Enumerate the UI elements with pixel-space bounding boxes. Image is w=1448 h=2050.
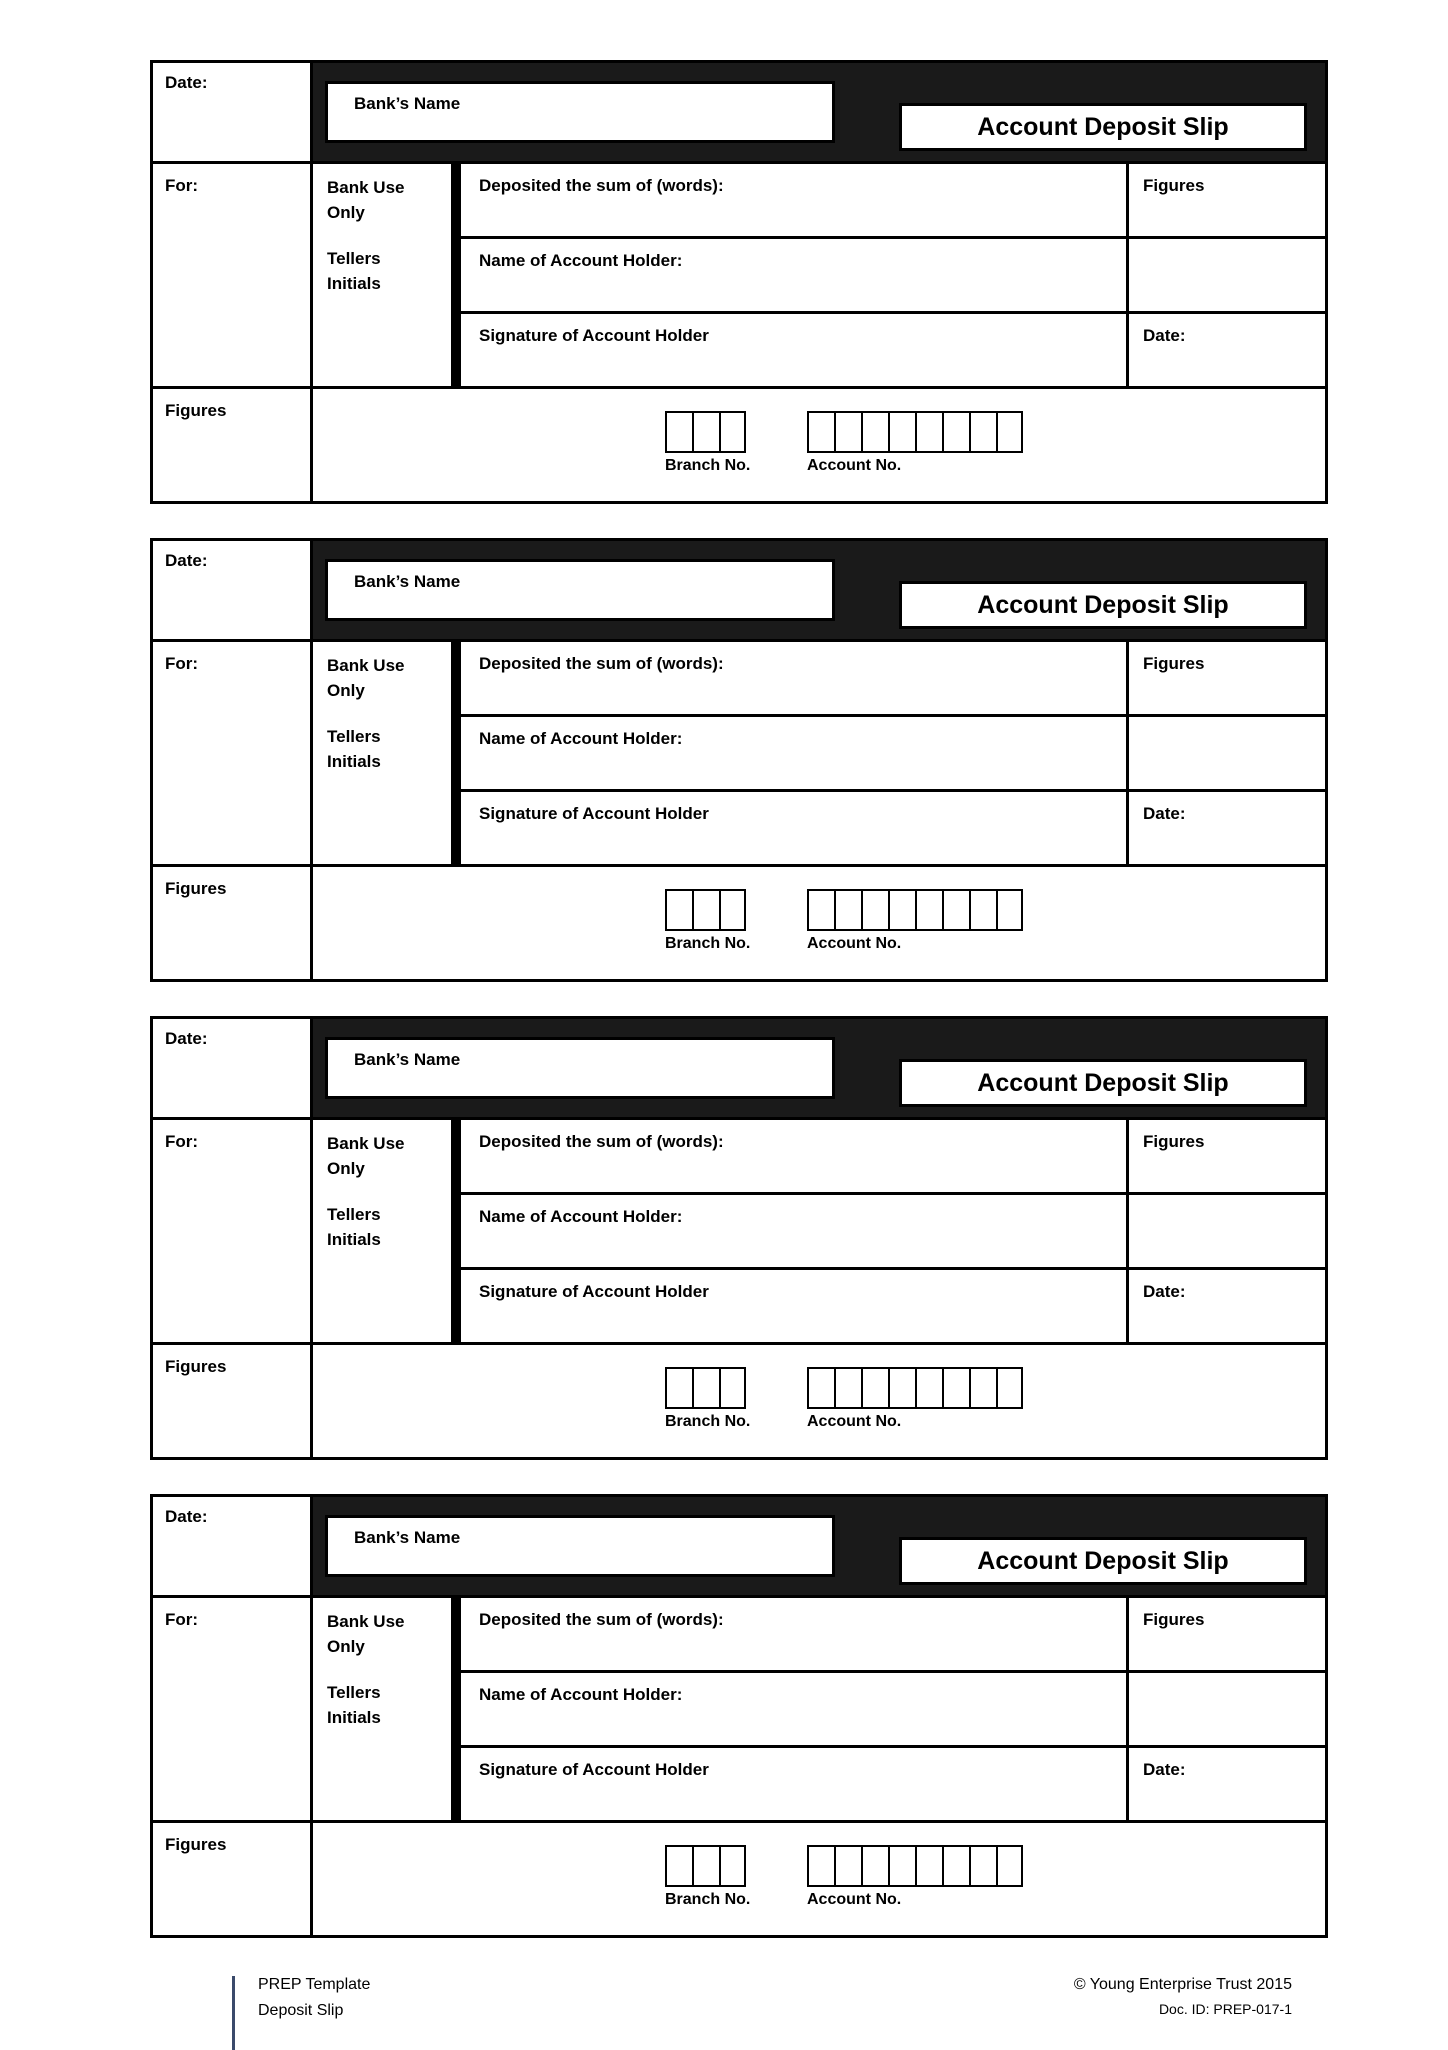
row-signature: [461, 1270, 1325, 1342]
figures-label[interactable]: Figures: [1143, 1132, 1205, 1151]
branch-digit-box[interactable]: [665, 1845, 692, 1887]
footer-figures-label: Figures: [153, 867, 313, 979]
bank-use-line-2: Only: [327, 1636, 365, 1656]
branch-digit-box[interactable]: [692, 889, 719, 931]
slip-body: [153, 1117, 1325, 1342]
tellers-line-1: Tellers: [327, 1205, 381, 1225]
deposit-slip: [150, 538, 1328, 982]
tellers-line-2: Initials: [327, 1229, 381, 1249]
slip-rows: [461, 1598, 1325, 1820]
account-number-boxes[interactable]: [807, 411, 1023, 453]
account-number-caption: Account No.: [807, 935, 902, 952]
deposited-sum-label[interactable]: Deposited the sum of (words):: [461, 642, 1129, 714]
account-digit-box[interactable]: [861, 1367, 888, 1409]
date-label: Date:: [153, 541, 313, 639]
branch-number-boxes[interactable]: [665, 1845, 750, 1887]
figures-value-field[interactable]: [1129, 717, 1325, 789]
branch-number-caption: Branch No.: [665, 1413, 751, 1430]
number-boxes-area: [313, 389, 1325, 501]
account-digit-box[interactable]: [888, 889, 915, 931]
branch-digit-box[interactable]: [665, 411, 692, 453]
slip-header: [153, 1497, 1325, 1595]
account-digit-box[interactable]: [888, 411, 915, 453]
page-footer: [150, 1972, 1328, 2023]
for-label: For:: [153, 1120, 313, 1342]
slip-header: [153, 1019, 1325, 1117]
date-label: Date:: [153, 63, 313, 161]
footer-figures-label: Figures: [153, 389, 313, 501]
account-digit-box[interactable]: [807, 411, 834, 453]
branch-digit-box[interactable]: [692, 1367, 719, 1409]
header-middle: [313, 541, 1325, 639]
account-holder-label[interactable]: Name of Account Holder:: [461, 239, 1129, 311]
slip-rows: [461, 1120, 1325, 1342]
account-digit-box[interactable]: [942, 889, 969, 931]
account-number-caption: Account No.: [807, 1413, 902, 1430]
for-label: For:: [153, 1598, 313, 1820]
slip-title: Account Deposit Slip: [899, 1059, 1307, 1107]
bank-name-field[interactable]: Bank’s Name: [325, 1515, 835, 1577]
account-digit-box[interactable]: [915, 1367, 942, 1409]
bank-use-line-1: Bank Use: [327, 1134, 405, 1153]
bank-use-line-1: Bank Use: [327, 178, 405, 197]
signature-label[interactable]: Signature of Account Holder: [461, 314, 1129, 386]
account-digit-box[interactable]: [969, 1845, 996, 1887]
deposited-sum-label[interactable]: Deposited the sum of (words):: [461, 1598, 1129, 1670]
account-digit-box[interactable]: [888, 1367, 915, 1409]
bank-use-only-block: [313, 1598, 461, 1820]
account-digit-box[interactable]: [996, 411, 1023, 453]
figures-value-field[interactable]: [1129, 1195, 1325, 1267]
header-middle: [313, 1497, 1325, 1595]
account-digit-box[interactable]: [834, 889, 861, 931]
tellers-line-2: Initials: [327, 1707, 381, 1727]
row-deposited-sum: [461, 1120, 1325, 1195]
account-number-boxes[interactable]: [807, 1367, 1023, 1409]
account-digit-box[interactable]: [969, 411, 996, 453]
slip-rows: [461, 164, 1325, 386]
for-label: For:: [153, 164, 313, 386]
branch-digit-box[interactable]: [692, 1845, 719, 1887]
account-number-caption: Account No.: [807, 1891, 902, 1908]
branch-number-group: [665, 1367, 750, 1431]
slip-footer: [153, 864, 1325, 979]
account-number-caption: Account No.: [807, 457, 902, 474]
branch-number-boxes[interactable]: [665, 1367, 750, 1409]
account-digit-box[interactable]: [942, 1367, 969, 1409]
footer-template-name: PREP Template: [258, 1976, 371, 1993]
bank-use-line-2: Only: [327, 1158, 365, 1178]
branch-digit-box[interactable]: [692, 411, 719, 453]
branch-digit-box[interactable]: [719, 1845, 746, 1887]
footer-divider: [232, 1976, 235, 2050]
deposit-slip: [150, 1016, 1328, 1460]
footer-doc-id: Doc. ID: PREP-017-1: [1158, 2000, 1292, 2017]
footer-left-block: [258, 1972, 370, 2023]
slip-header: [153, 63, 1325, 161]
bank-use-line-1: Bank Use: [327, 656, 405, 675]
slip-rows: [461, 642, 1325, 864]
figures-label[interactable]: Figures: [1143, 176, 1205, 195]
figures-value-field[interactable]: [1129, 1673, 1325, 1745]
number-boxes-area: [313, 867, 1325, 979]
branch-digit-box[interactable]: [665, 889, 692, 931]
account-digit-box[interactable]: [834, 1367, 861, 1409]
account-digit-box[interactable]: [807, 1367, 834, 1409]
account-digit-box[interactable]: [996, 1845, 1023, 1887]
row-account-holder: [461, 1673, 1325, 1748]
account-holder-label[interactable]: Name of Account Holder:: [461, 717, 1129, 789]
row-account-holder: [461, 717, 1325, 792]
branch-number-boxes[interactable]: [665, 889, 750, 931]
branch-number-group: [665, 889, 750, 953]
bank-use-line-2: Only: [327, 680, 365, 700]
row-account-holder: [461, 1195, 1325, 1270]
row-deposited-sum: [461, 164, 1325, 239]
deposited-sum-label[interactable]: Deposited the sum of (words):: [461, 164, 1129, 236]
slip-footer: [153, 386, 1325, 501]
signature-label[interactable]: Signature of Account Holder: [461, 792, 1129, 864]
account-number-group: [807, 889, 1023, 953]
bank-name-field[interactable]: Bank’s Name: [325, 559, 835, 621]
bank-use-only-block: [313, 642, 461, 864]
deposit-slip: [150, 60, 1328, 504]
account-digit-box[interactable]: [996, 889, 1023, 931]
row-signature: [461, 1748, 1325, 1820]
account-number-group: [807, 411, 1023, 475]
tellers-line-2: Initials: [327, 751, 381, 771]
account-digit-box[interactable]: [996, 1367, 1023, 1409]
figures-value-field[interactable]: [1129, 239, 1325, 311]
row-signature: [461, 792, 1325, 864]
account-holder-label[interactable]: Name of Account Holder:: [461, 1673, 1129, 1745]
row-signature: [461, 314, 1325, 386]
account-digit-box[interactable]: [861, 889, 888, 931]
account-digit-box[interactable]: [915, 889, 942, 931]
deposited-sum-label[interactable]: Deposited the sum of (words):: [461, 1120, 1129, 1192]
slip-title: Account Deposit Slip: [899, 581, 1307, 629]
signature-label[interactable]: Signature of Account Holder: [461, 1748, 1129, 1820]
tellers-line-1: Tellers: [327, 1683, 381, 1703]
account-digit-box[interactable]: [969, 1367, 996, 1409]
slip-title: Account Deposit Slip: [899, 103, 1307, 151]
slip-body: [153, 1595, 1325, 1820]
date-label: Date:: [153, 1497, 313, 1595]
header-middle: [313, 63, 1325, 161]
figures-label[interactable]: Figures: [1143, 654, 1205, 673]
account-digit-box[interactable]: [807, 1845, 834, 1887]
footer-figures-label: Figures: [153, 1345, 313, 1457]
account-digit-box[interactable]: [834, 1845, 861, 1887]
slip-body: [153, 639, 1325, 864]
bank-use-only-block: [313, 1120, 461, 1342]
for-label: For:: [153, 642, 313, 864]
row-deposited-sum: [461, 642, 1325, 717]
header-middle: [313, 1019, 1325, 1117]
slip-footer: [153, 1342, 1325, 1457]
tellers-line-2: Initials: [327, 273, 381, 293]
branch-number-caption: Branch No.: [665, 935, 751, 952]
signature-label[interactable]: Signature of Account Holder: [461, 1270, 1129, 1342]
branch-number-group: [665, 1845, 750, 1909]
date-label: Date:: [153, 1019, 313, 1117]
figures-label[interactable]: Figures: [1143, 1610, 1205, 1629]
bank-use-line-1: Bank Use: [327, 1612, 405, 1631]
footer-right-block: [1074, 1972, 1292, 2020]
signature-date-label[interactable]: Date:: [1143, 1760, 1186, 1779]
footer-copyright: © Young Enterprise Trust 2015: [1073, 1976, 1292, 1993]
account-digit-box[interactable]: [969, 889, 996, 931]
account-number-boxes[interactable]: [807, 1845, 1023, 1887]
branch-number-group: [665, 411, 750, 475]
tellers-line-1: Tellers: [327, 249, 381, 269]
account-number-group: [807, 1845, 1023, 1909]
branch-digit-box[interactable]: [719, 889, 746, 931]
signature-date-label[interactable]: Date:: [1143, 1282, 1186, 1301]
account-number-boxes[interactable]: [807, 889, 1023, 931]
account-digit-box[interactable]: [807, 889, 834, 931]
signature-date-label[interactable]: Date:: [1143, 326, 1186, 345]
row-deposited-sum: [461, 1598, 1325, 1673]
account-digit-box[interactable]: [888, 1845, 915, 1887]
slip-header: [153, 541, 1325, 639]
bank-name-field[interactable]: Bank’s Name: [325, 1037, 835, 1099]
number-boxes-area: [313, 1345, 1325, 1457]
branch-digit-box[interactable]: [665, 1367, 692, 1409]
account-digit-box[interactable]: [915, 411, 942, 453]
account-digit-box[interactable]: [915, 1845, 942, 1887]
bank-use-line-2: Only: [327, 202, 365, 222]
footer-template-subtitle: Deposit Slip: [258, 2001, 344, 2019]
branch-digit-box[interactable]: [719, 411, 746, 453]
account-digit-box[interactable]: [861, 411, 888, 453]
account-number-group: [807, 1367, 1023, 1431]
tellers-line-1: Tellers: [327, 727, 381, 747]
branch-digit-box[interactable]: [719, 1367, 746, 1409]
bank-use-only-block: [313, 164, 461, 386]
slip-footer: [153, 1820, 1325, 1935]
branch-number-caption: Branch No.: [665, 457, 751, 474]
account-holder-label[interactable]: Name of Account Holder:: [461, 1195, 1129, 1267]
slip-body: [153, 161, 1325, 386]
account-digit-box[interactable]: [861, 1845, 888, 1887]
signature-date-label[interactable]: Date:: [1143, 804, 1186, 823]
branch-number-boxes[interactable]: [665, 411, 750, 453]
footer-figures-label: Figures: [153, 1823, 313, 1935]
slip-title: Account Deposit Slip: [899, 1537, 1307, 1585]
number-boxes-area: [313, 1823, 1325, 1935]
branch-number-caption: Branch No.: [665, 1891, 751, 1908]
bank-name-field[interactable]: Bank’s Name: [325, 81, 835, 143]
account-digit-box[interactable]: [942, 1845, 969, 1887]
row-account-holder: [461, 239, 1325, 314]
deposit-slip: [150, 1494, 1328, 1938]
account-digit-box[interactable]: [942, 411, 969, 453]
account-digit-box[interactable]: [834, 411, 861, 453]
